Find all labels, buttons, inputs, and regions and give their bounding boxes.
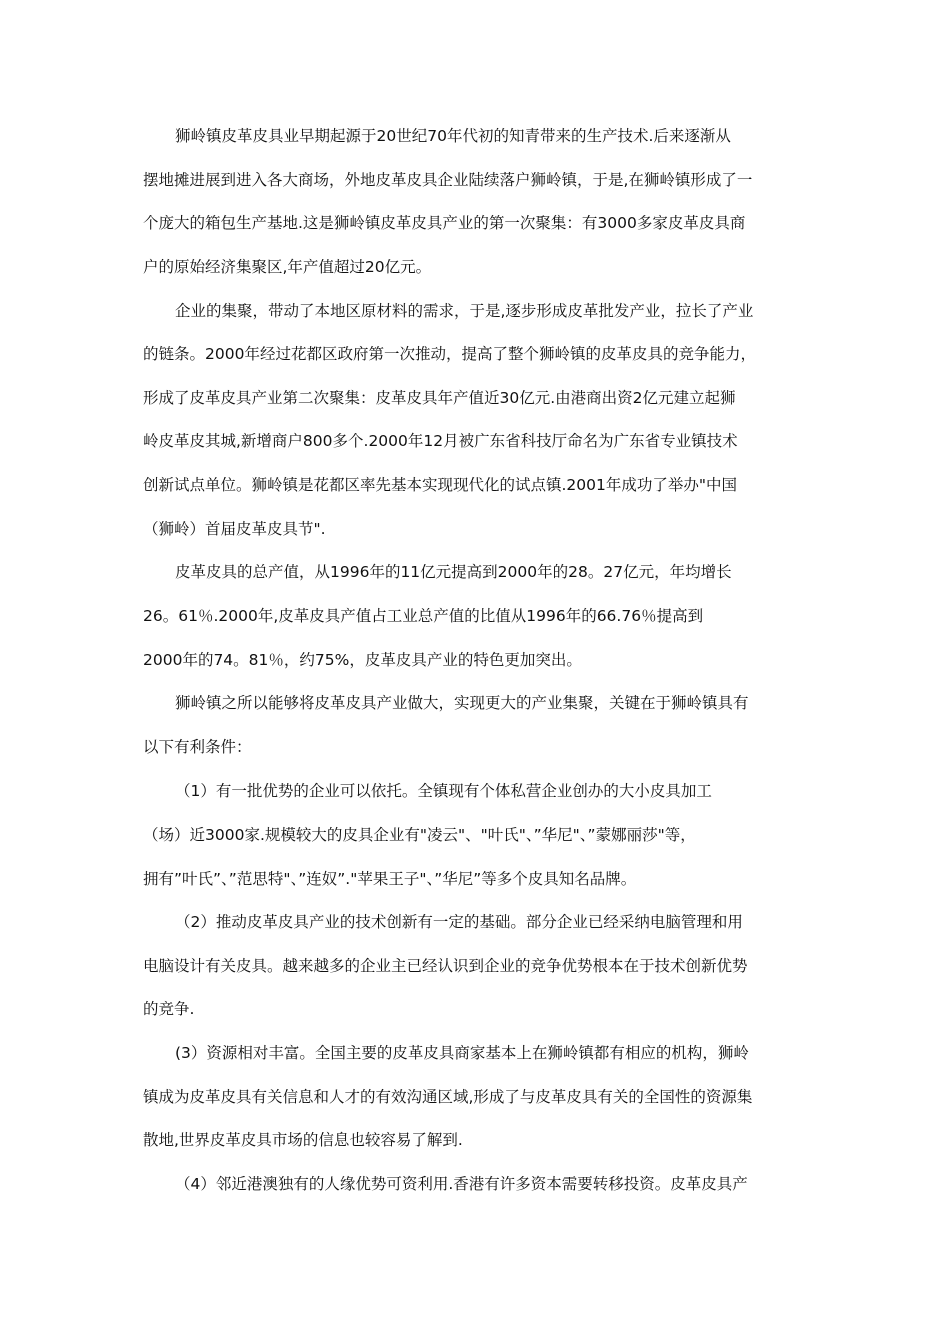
text-line: 形成了皮革皮具产业第二次聚集：皮革皮具年产值近30亿元.由港商出资2亿元建立起狮 [143,389,736,407]
text-line: 摆地摊进展到进入各大商场，外地皮革皮具企业陆续落户狮岭镇，于是,在狮岭镇形成了一 [143,171,753,189]
text-line: 皮革皮具的总产值，从1996年的11亿元提高到2000年的28。27亿元，年均增长 [175,563,732,581]
text-line: 岭皮革皮其城,新增商户800多个.2000年12月被广东省科技厅命名为广东省专业镇技术 [143,432,738,450]
text-line: 2000年的74。81％，约75%，皮革皮具产业的特色更加突出。 [143,651,582,669]
text-line: 散地,世界皮革皮具市场的信息也较容易了解到. [143,1131,463,1149]
text-line: （4）邻近港澳独有的人缘优势可资利用.香港有许多资本需要转移投资。皮革皮具产 [175,1175,748,1193]
text-line: 镇成为皮革皮具有关信息和人才的有效沟通区域,形成了与皮革皮具有关的全国性的资源集 [143,1088,753,1106]
text-line: （1）有一批优势的企业可以依托。全镇现有个体私营企业创办的大小皮具加工 [175,782,712,800]
text-line: 的竞争. [143,1000,195,1018]
text-line: 的链条。2000年经过花都区政府第一次推动，提高了整个狮岭镇的皮革皮具的竞争能力， [143,345,756,363]
text-line: 户的原始经济集聚区,年产值超过20亿元。 [143,258,432,276]
text-line: 以下有利条件： [143,738,252,756]
text-line: 创新试点单位。狮岭镇是花都区率先基本实现现代化的试点镇.2001年成功了举办"中国 [143,476,738,494]
text-line: 电脑设计有关皮具。越来越多的企业主已经认识到企业的竞争优势根本在于技术创新优势 [143,957,748,975]
text-line: 狮岭镇之所以能够将皮革皮具产业做大，实现更大的产业集聚，关键在于狮岭镇具有 [175,694,749,712]
text-line: 个庞大的箱包生产基地.这是狮岭镇皮革皮具产业的第一次聚集：有3000多家皮革皮具商 [143,214,746,232]
text-line: （场）近3000家.规模较大的皮具企业有"凌云"、"叶氏"、”华尼"、”蒙娜丽莎"等， [143,826,696,844]
text-line: （狮岭）首届皮革皮具节". [143,520,326,538]
text-line: (3）资源相对丰富。全国主要的皮革皮具商家基本上在狮岭镇都有相应的机构，狮岭 [175,1044,749,1062]
text-line: 拥有”叶氏”、”范思特"、”连奴”."苹果王子"、”华尼”等多个皮具知名品牌。 [143,870,637,888]
text-line: 狮岭镇皮革皮具业早期起源于20世纪70年代初的知青带来的生产技术.后来逐渐从 [175,127,731,145]
text-line: 26。61％.2000年,皮革皮具产值占工业总产值的比值从1996年的66.76％提高到 [143,607,704,625]
text-line: （2）推动皮革皮具产业的技术创新有一定的基础。部分企业已经采纳电脑管理和用 [175,913,743,931]
text-line: 企业的集聚，带动了本地区原材料的需求，于是,逐步形成皮革批发产业，拉长了产业 [175,302,754,320]
